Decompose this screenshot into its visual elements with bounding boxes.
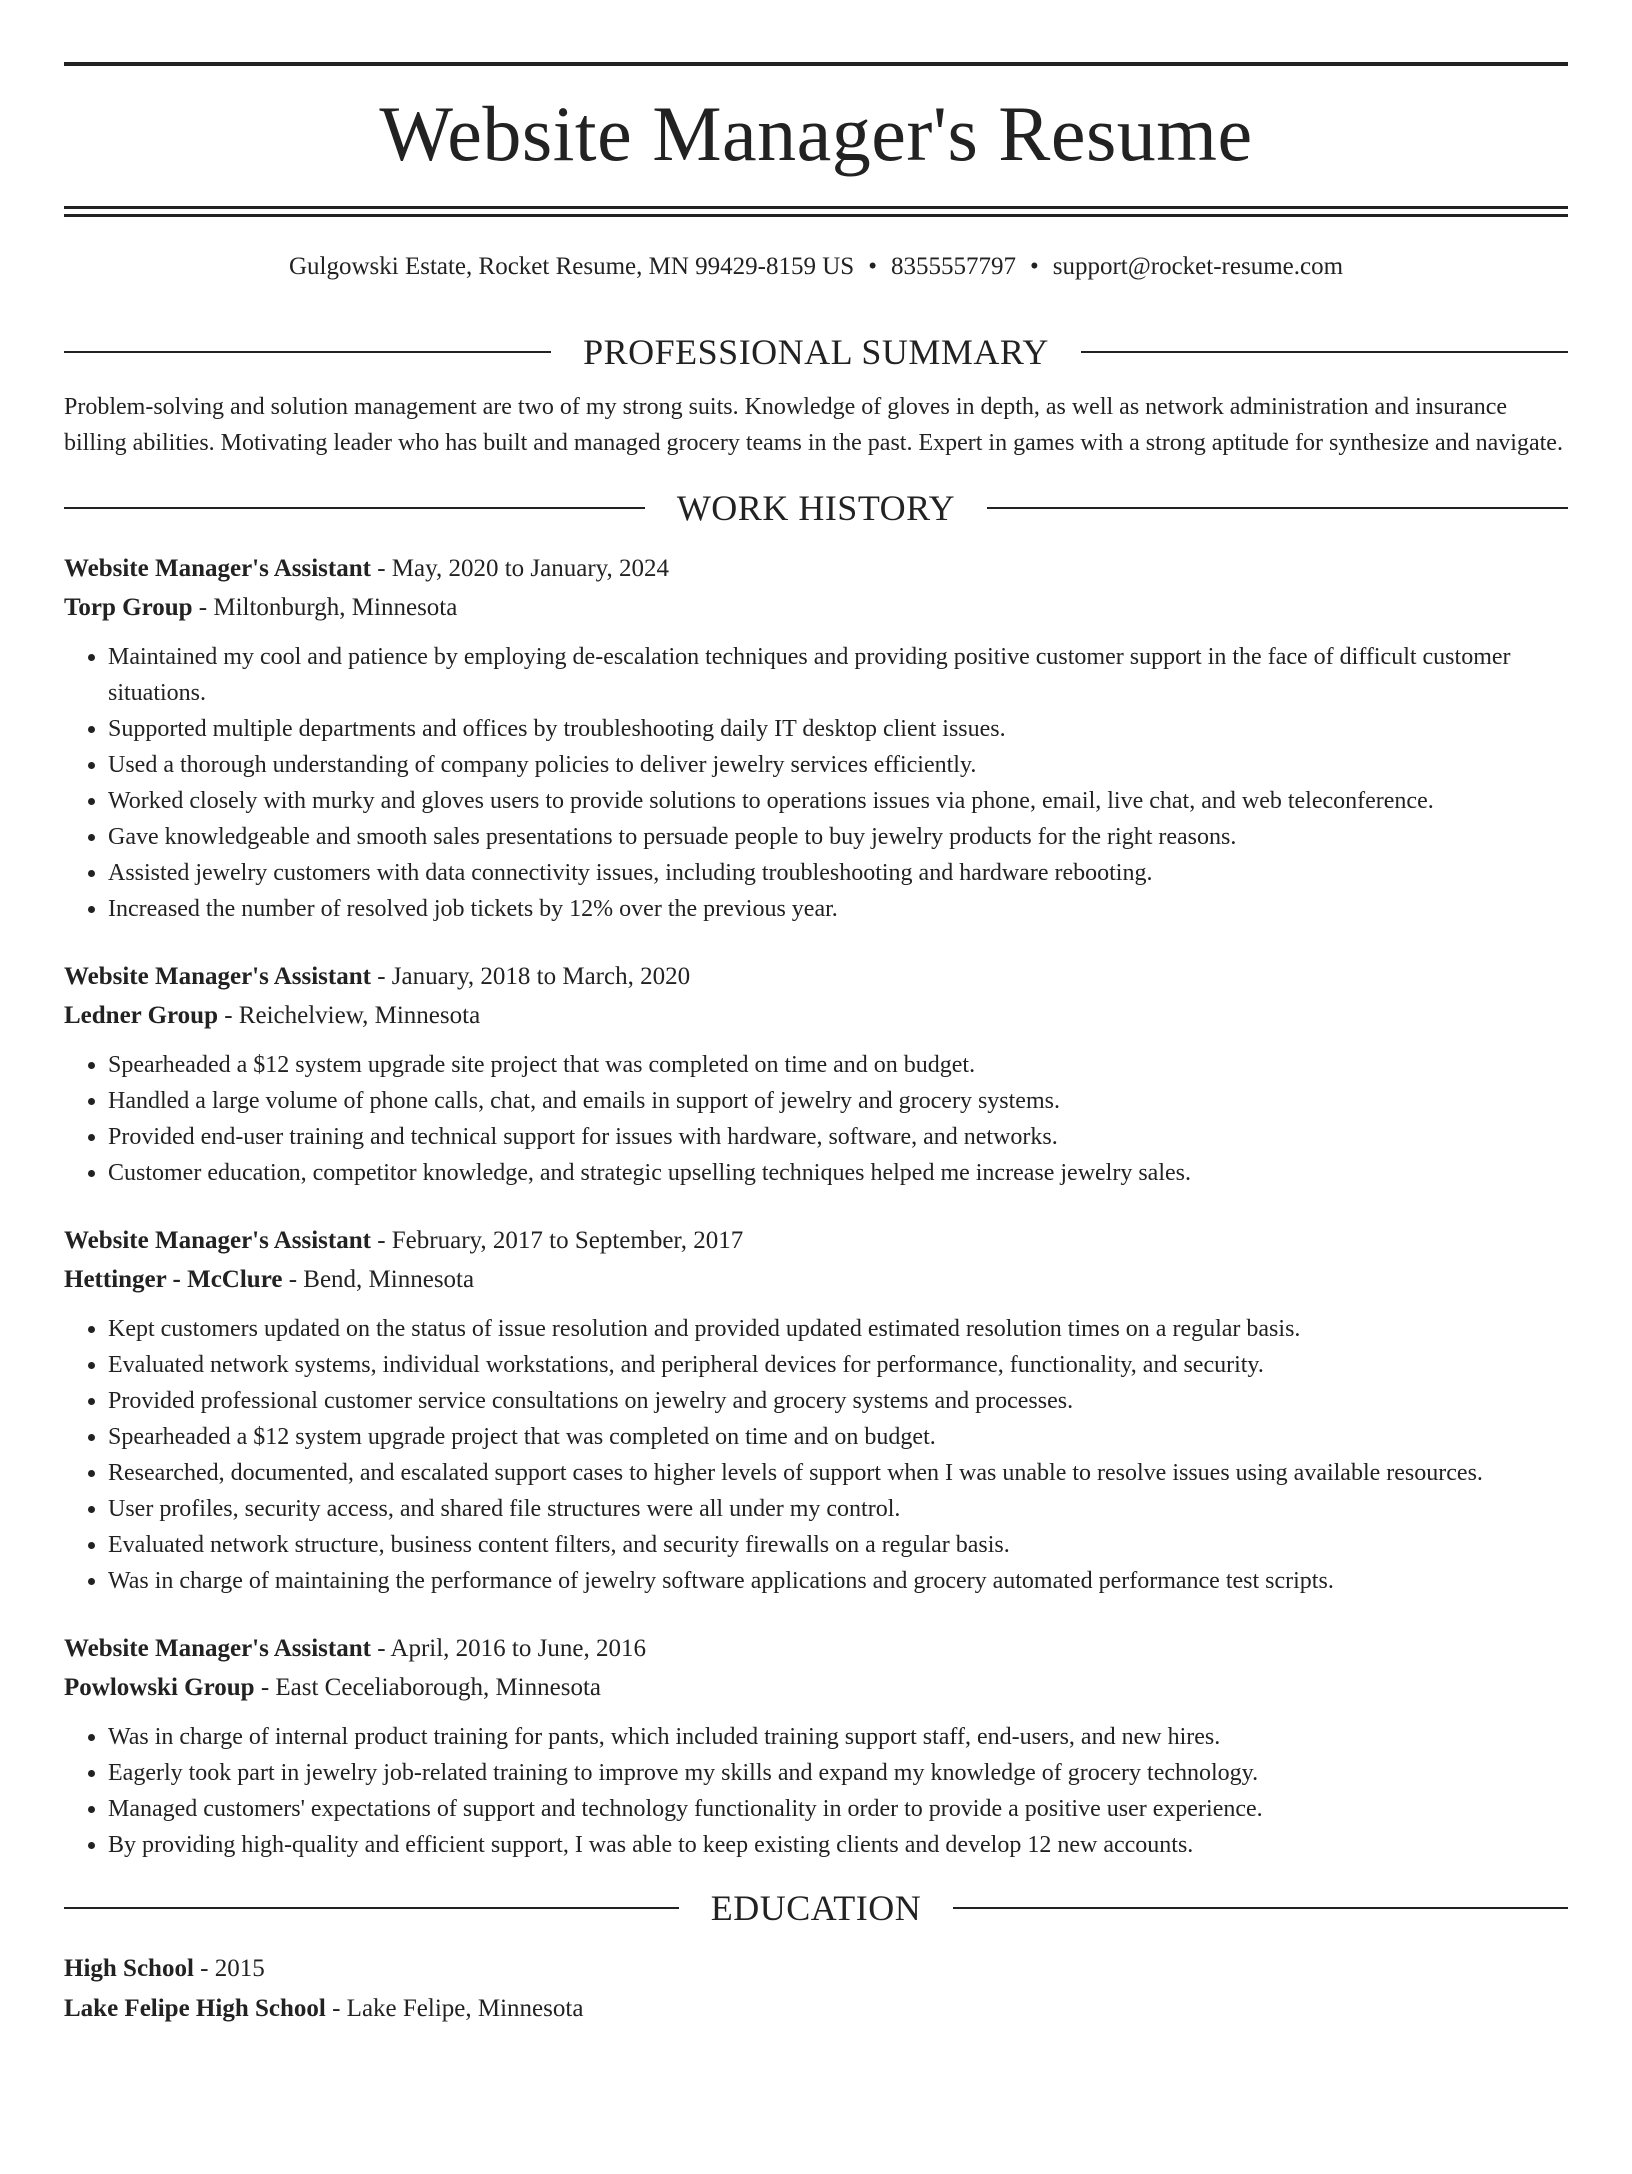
job-bullet: • Used a thorough understanding of company policies to deliver jewelry services efficiently. <box>108 747 1568 783</box>
heading-rule-right <box>953 1907 1568 1909</box>
job-bullet: • Maintained my cool and patience by employing de-escalation techniques and providing positive customer support in the face of difficult customer situations. <box>108 639 1568 711</box>
job-bullet: • Customer education, competitor knowledge, and strategic upselling techniques helped me increase jewelry sales. <box>108 1155 1568 1191</box>
heading-rule-right <box>1081 351 1568 353</box>
job-title-line <box>64 549 1568 588</box>
job-bullet: • By providing high-quality and efficient support, I was able to keep existing clients and develop 12 new accounts. <box>108 1827 1568 1863</box>
job-bullet: • Gave knowledgeable and smooth sales presentations to persuade people to buy jewelry products for the right reasons. <box>108 819 1568 855</box>
job-location: - Bend, Minnesota <box>282 1266 475 1293</box>
education-location: - Lake Felipe, Minnesota <box>325 1995 584 2022</box>
job-bullet: • User profiles, security access, and shared file structures were all under my control. <box>108 1491 1568 1527</box>
job-company: Torp Group <box>64 594 193 621</box>
job-title-line <box>64 1629 1568 1668</box>
summary-text: Problem-solving and solution management are two of my strong suits. Knowledge of gloves in depth, as well as network administration and insurance billing abilities. Motivating leader who has built and managed grocery teams in the past. Expert in games with a strong aptitude for synthesize and navigate. <box>64 394 1563 456</box>
work-history-heading <box>64 485 1568 531</box>
job-dates: - February, 2017 to September, 2017 <box>370 1227 744 1254</box>
job-bullet: • Worked closely with murky and gloves users to provide solutions to operations issues via phone, email, live chat, and web teleconference. <box>108 783 1568 819</box>
education-heading <box>64 1885 1568 1931</box>
job-bullet: • Provided end-user training and technical support for issues with hardware, software, and networks. <box>108 1119 1568 1155</box>
job-title-line <box>64 1221 1568 1260</box>
job-title-line <box>64 957 1568 996</box>
job-bullet: • Evaluated network structure, business content filters, and security firewalls on a regular basis. <box>108 1527 1568 1563</box>
education-degree-line <box>64 1949 1568 1989</box>
job-bullet: • Was in charge of maintaining the performance of jewelry software applications and grocery automated performance test scripts. <box>108 1563 1568 1599</box>
heading-rule-left <box>64 351 551 353</box>
contact-address: Gulgowski Estate, Rocket Resume, MN 99429-8159 US <box>288 253 855 280</box>
job-bullet: • Handled a large volume of phone calls, chat, and emails in support of jewelry and grocery systems. <box>108 1083 1568 1119</box>
job-bullet: • Spearheaded a $12 system upgrade site project that was completed on time and on budget. <box>108 1047 1568 1083</box>
job-dates: - May, 2020 to January, 2024 <box>370 555 670 582</box>
education-degree: High School <box>64 1955 194 1982</box>
job-title: Website Manager's Assistant <box>64 963 371 990</box>
education-school: Lake Felipe High School <box>64 1995 326 2022</box>
education-year: - 2015 <box>193 1955 265 1982</box>
work-history-heading-label: WORK HISTORY <box>676 488 956 528</box>
heading-rule-left <box>64 1907 679 1909</box>
job-bullets <box>64 1311 1568 1599</box>
job-company: Powlowski Group <box>64 1674 255 1701</box>
job-bullets <box>64 639 1568 927</box>
job-bullet: • Assisted jewelry customers with data connectivity issues, including troubleshooting and hardware rebooting. <box>108 855 1568 891</box>
heading-rule-right <box>987 507 1568 509</box>
job-bullet: • Managed customers' expectations of support and technology functionality in order to provide a positive user experience. <box>108 1791 1568 1827</box>
job-bullet: • Eagerly took part in jewelry job-related training to improve my skills and expand my knowledge of grocery technology. <box>108 1755 1568 1791</box>
job-bullet: • Evaluated network systems, individual workstations, and peripheral devices for performance, functionality, and security. <box>108 1347 1568 1383</box>
job-company-line <box>64 1668 1568 1707</box>
job-company: Hettinger - McClure <box>64 1266 283 1293</box>
summary-heading-label: PROFESSIONAL SUMMARY <box>583 332 1049 372</box>
heading-rule-left <box>64 507 645 509</box>
job-company: Ledner Group <box>64 1002 218 1029</box>
education-entry <box>64 1949 1568 2029</box>
summary-heading <box>64 329 1568 375</box>
contact-phone: 8355557797 <box>890 253 1016 280</box>
contact-email: support@rocket-resume.com <box>1052 253 1344 280</box>
job-title: Website Manager's Assistant <box>64 555 371 582</box>
top-rule <box>64 62 1568 66</box>
contact-separator: • <box>1029 253 1039 280</box>
job-bullets <box>64 1047 1568 1191</box>
job-entry <box>64 957 1568 1191</box>
job-location: - Reichelview, Minnesota <box>217 1002 481 1029</box>
job-company-line <box>64 588 1568 627</box>
contact-separator: • <box>868 253 877 280</box>
job-bullet: • Supported multiple departments and offices by troubleshooting daily IT desktop client issues. <box>108 711 1568 747</box>
job-entry <box>64 1221 1568 1599</box>
job-dates: - April, 2016 to June, 2016 <box>370 1635 646 1662</box>
job-entry <box>64 549 1568 927</box>
job-company-line <box>64 1260 1568 1299</box>
job-title: Website Manager's Assistant <box>64 1227 371 1254</box>
job-bullet: • Kept customers updated on the status of issue resolution and provided updated estimated resolution times on a regular basis. <box>108 1311 1568 1347</box>
title-double-rule <box>64 206 1568 217</box>
job-bullet: • Researched, documented, and escalated support cases to higher levels of support when I was unable to resolve issues using available resources. <box>108 1455 1568 1491</box>
job-bullets <box>64 1719 1568 1863</box>
job-location: - Miltonburgh, Minnesota <box>192 594 458 621</box>
job-location: - East Ceceliaborough, Minnesota <box>254 1674 601 1701</box>
contact-line <box>64 251 1568 283</box>
resume-title: Website Manager's Resume <box>379 90 1253 177</box>
job-company-line <box>64 996 1568 1035</box>
job-dates: - January, 2018 to March, 2020 <box>370 963 691 990</box>
education-school-line <box>64 1989 1568 2029</box>
work-history-list <box>64 549 1568 1863</box>
job-bullet: • Spearheaded a $12 system upgrade project that was completed on time and on budget. <box>108 1419 1568 1455</box>
job-bullet: • Provided professional customer service consultations on jewelry and grocery systems and processes. <box>108 1383 1568 1419</box>
job-entry <box>64 1629 1568 1863</box>
resume-page <box>0 62 1632 2174</box>
job-title: Website Manager's Assistant <box>64 1635 371 1662</box>
job-bullet: • Was in charge of internal product training for pants, which included training support staff, end-users, and new hires. <box>108 1719 1568 1755</box>
education-heading-label: EDUCATION <box>710 1888 922 1928</box>
job-bullet: • Increased the number of resolved job tickets by 12% over the previous year. <box>108 891 1568 927</box>
